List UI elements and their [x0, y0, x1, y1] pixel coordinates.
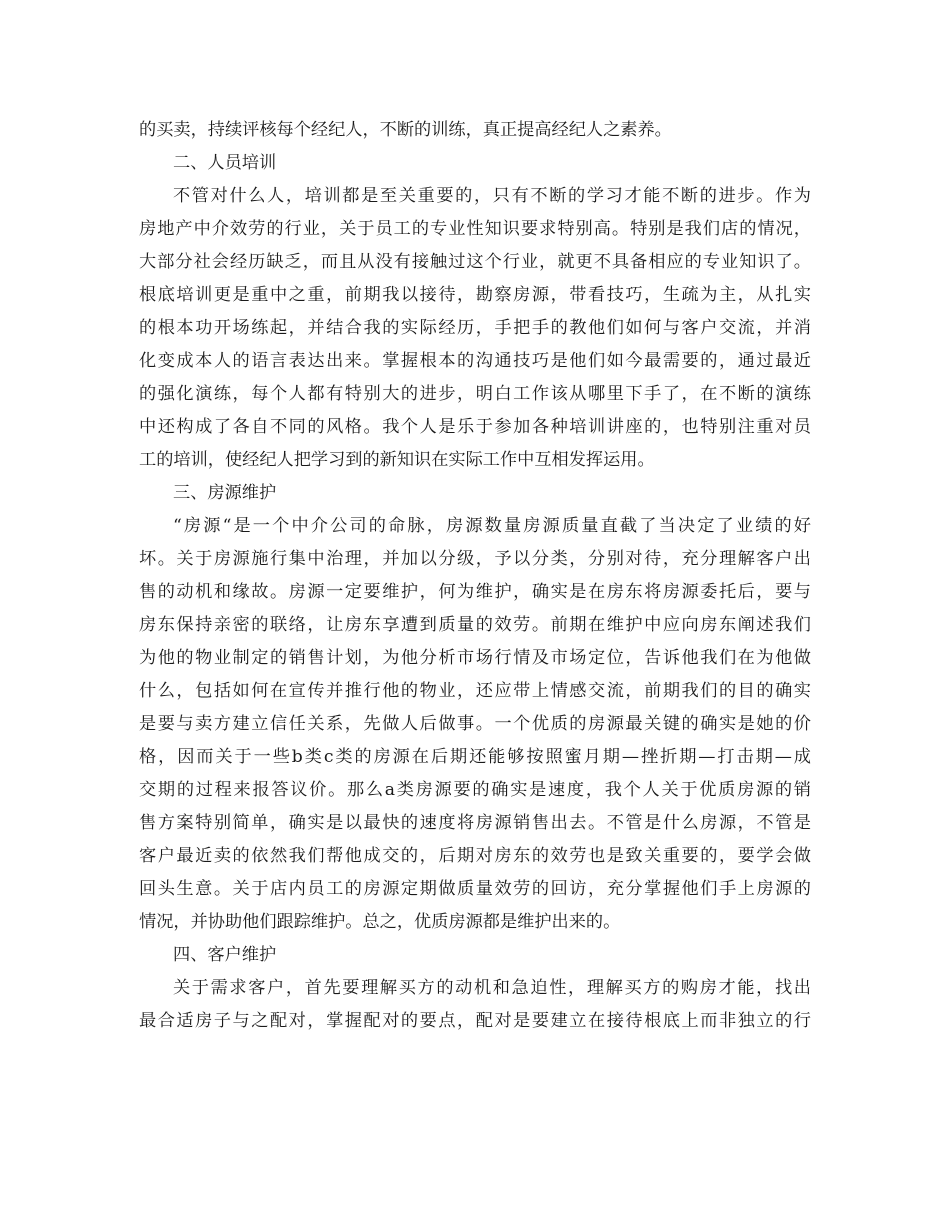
document-body [139, 114, 811, 1038]
paragraph-line: 交期的过程来报答议价。那么a类房源要的确实是速度，我个人关于优质房源的销 [139, 780, 811, 800]
paragraph-line: 大部分社会经历缺乏，而且从没有接触过这个行业，就更不具备相应的专业知识了。 [139, 252, 811, 272]
paragraph-line: 的买卖，持续评核每个经纪人，不断的训练，真正提高经纪人之素养。 [139, 120, 672, 140]
paragraph-line: “房源“是一个中介公司的命脉，房源数量房源质量直截了当决定了业绩的好 [173, 516, 811, 536]
paragraph-line: 的根本功开场练起，并结合我的实际经历，手把手的教他们如何与客户交流，并消 [139, 318, 811, 338]
paragraph-line: 根底培训更是重中之重，前期我以接待，勘察房源，带看技巧，生疏为主，从扎实 [139, 285, 811, 305]
paragraph-line: 售的动机和缘故。房源一定要维护，何为维护，确实是在房东将房源委托后，要与 [139, 582, 811, 602]
paragraph-line: 房东保持亲密的联络，让房东享遭到质量的效劳。前期在维护中应向房东阐述我们 [139, 615, 811, 635]
paragraph-line: 客户最近卖的依然我们帮他成交的，后期对房东的效劳也是致关重要的，要学会做 [139, 846, 811, 866]
paragraph-line: 坏。关于房源施行集中治理，并加以分级，予以分类，分别对待，充分理解客户出 [139, 549, 811, 569]
paragraph-line: 回头生意。关于店内员工的房源定期做质量效劳的回访，充分掌握他们手上房源的 [139, 879, 811, 899]
section-heading-training: 二、人员培训 [173, 153, 277, 173]
paragraph-line: 中还构成了各自不同的风格。我个人是乐于参加各种培训讲座的，也特别注重对员 [139, 417, 811, 437]
paragraph-line: 售方案特别简单，确实是以最快的速度将房源销售出去。不管是什么房源，不管是 [139, 813, 811, 833]
paragraph-line: 不管对什么人，培训都是至关重要的，只有不断的学习才能不断的进步。作为 [173, 186, 811, 206]
paragraph-line: 工的培训，使经纪人把学习到的新知识在实际工作中互相发挥运用。 [139, 450, 655, 470]
section-heading-listings: 三、房源维护 [173, 483, 277, 503]
paragraph-line: 什么，包括如何在宣传并推行他的物业，还应带上情感交流，前期我们的目的确实 [139, 681, 811, 701]
paragraph-line: 房地产中介效劳的行业，关于员工的专业性知识要求特别高。特别是我们店的情况， [139, 219, 811, 239]
section-heading-clients: 四、客户维护 [173, 945, 277, 965]
paragraph-line: 格，因而关于一些b类c类的房源在后期还能够按照蜜月期—挫折期—打击期—成 [139, 747, 811, 767]
paragraph-line: 的强化演练，每个人都有特别大的进步，明白工作该从哪里下手了，在不断的演练 [139, 384, 811, 404]
paragraph-line: 化变成本人的语言表达出来。掌握根本的沟通技巧是他们如今最需要的，通过最近 [139, 351, 811, 371]
paragraph-line: 为他的物业制定的销售计划，为他分析市场行情及市场定位，告诉他我们在为他做 [139, 648, 811, 668]
paragraph-line: 最合适房子与之配对，掌握配对的要点，配对是要建立在接待根底上而非独立的行 [139, 1011, 811, 1031]
paragraph-line: 是要与卖方建立信任关系，先做人后做事。一个优质的房源最关键的确实是她的价 [139, 714, 811, 734]
paragraph-line: 关于需求客户，首先要理解买方的动机和急迫性，理解买方的购房才能，找出 [173, 978, 811, 998]
paragraph-line: 情况，并协助他们跟踪维护。总之，优质房源都是维护出来的。 [139, 912, 621, 932]
